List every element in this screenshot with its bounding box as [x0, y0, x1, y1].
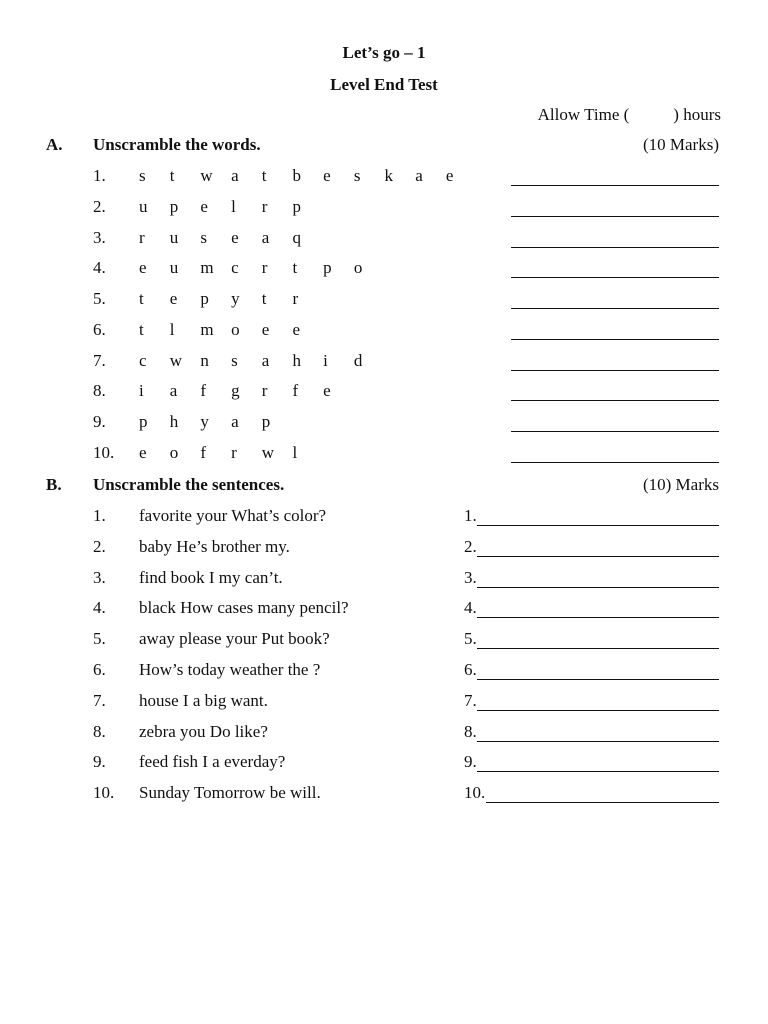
- answer-line[interactable]: [477, 741, 719, 742]
- answer-line[interactable]: [477, 556, 719, 557]
- scrambled-sentence: feed fish I a everday?: [139, 752, 286, 772]
- sentence-item: [0, 629, 768, 653]
- letter: b: [292, 166, 301, 185]
- allow-time: [538, 105, 721, 125]
- answer-line[interactable]: [477, 617, 719, 618]
- sentence-item: [0, 660, 768, 684]
- answer-line[interactable]: [477, 771, 719, 772]
- letter: e: [139, 258, 147, 278]
- word-item: [0, 289, 768, 313]
- letter: a: [261, 350, 270, 370]
- item-number: 1.: [93, 506, 106, 525]
- sentence-item: [0, 537, 768, 561]
- letter: t: [261, 289, 267, 308]
- item-number: 3.: [93, 227, 106, 247]
- answer-line[interactable]: [511, 370, 719, 371]
- answer-line[interactable]: [511, 185, 719, 186]
- sentence-item: [0, 722, 768, 746]
- scrambled-letters: [139, 351, 385, 371]
- letter: p: [292, 196, 301, 216]
- letter: w: [200, 166, 213, 185]
- sentence-item: [0, 691, 768, 715]
- item-number: 8.: [93, 381, 106, 401]
- scrambled-sentence: away please your Put book?: [139, 629, 330, 649]
- letter: e: [323, 381, 331, 401]
- letter: e: [261, 319, 270, 339]
- letter: e: [445, 166, 454, 185]
- item-number: 8.: [93, 721, 106, 741]
- letter: e: [231, 227, 239, 247]
- scrambled-sentence: house I a big want.: [139, 690, 268, 710]
- test-subtitle: Level End Test: [330, 75, 438, 94]
- letter: p: [261, 412, 271, 431]
- item-number: 2.: [93, 196, 106, 216]
- letter: i: [139, 381, 144, 401]
- section-a-letter: A.: [46, 135, 63, 154]
- scrambled-letters: [139, 381, 354, 401]
- letter: d: [353, 350, 363, 370]
- letter: a: [415, 166, 423, 185]
- item-number: 3.: [93, 567, 106, 587]
- scrambled-letters: [139, 228, 323, 248]
- item-number: 10.: [93, 783, 115, 803]
- letter: t: [139, 319, 144, 339]
- answer-line[interactable]: [511, 308, 719, 309]
- letter: s: [139, 166, 146, 185]
- allow-time-suffix: ) hours: [673, 105, 721, 124]
- section-b-marks: (10) Marks: [642, 475, 719, 494]
- letter: w: [169, 350, 182, 370]
- item-number: 4.: [93, 258, 106, 278]
- word-item: [0, 197, 768, 221]
- letter: c: [231, 258, 239, 278]
- letter: l: [169, 319, 175, 339]
- letter: r: [261, 196, 268, 216]
- item-number: 7.: [93, 690, 106, 710]
- letter: e: [292, 319, 300, 339]
- item-number: 9.: [93, 412, 106, 431]
- letter: p: [169, 196, 179, 216]
- section-a-title: Unscramble the words.: [93, 135, 261, 154]
- item-number: 5.: [93, 629, 106, 649]
- scrambled-letters: [139, 443, 323, 463]
- letter: u: [169, 227, 179, 247]
- letter: l: [292, 442, 298, 462]
- answer-line[interactable]: [486, 802, 719, 803]
- letter: i: [323, 350, 328, 370]
- word-item: [0, 258, 768, 282]
- letter: m: [200, 319, 214, 339]
- letter: y: [200, 412, 209, 431]
- sentence-item: [0, 506, 768, 530]
- letter: s: [231, 350, 238, 370]
- letter: o: [169, 442, 179, 462]
- scrambled-letters: [139, 166, 477, 186]
- item-number: 4.: [93, 598, 106, 618]
- answer-line[interactable]: [477, 679, 719, 680]
- letter: a: [231, 412, 239, 431]
- item-number: 5.: [93, 289, 106, 308]
- answer-line[interactable]: [511, 247, 719, 248]
- item-number: 9.: [93, 752, 106, 772]
- letter: f: [200, 442, 207, 462]
- letter: m: [200, 258, 214, 278]
- item-number: 1.: [93, 166, 106, 185]
- letter: h: [169, 412, 179, 431]
- allow-time-prefix: Allow Time (: [537, 105, 630, 124]
- word-item: [0, 381, 768, 405]
- sentence-item: [0, 783, 768, 807]
- answer-number: 1.: [464, 506, 477, 525]
- item-number: 2.: [93, 536, 106, 556]
- scrambled-sentence: zebra you Do like?: [139, 721, 268, 741]
- letter: s: [200, 227, 207, 247]
- letter: e: [323, 166, 331, 185]
- answer-number: 6.: [464, 660, 477, 679]
- answer-line[interactable]: [477, 710, 719, 711]
- answer-number: 8.: [464, 721, 477, 741]
- test-title: Let’s go – 1: [342, 43, 426, 62]
- letter: e: [169, 289, 178, 308]
- answer-number: 2.: [464, 536, 477, 556]
- answer-number: 9.: [464, 752, 477, 772]
- letter: n: [200, 350, 209, 370]
- section-a-marks: (10 Marks): [642, 135, 719, 154]
- answer-line[interactable]: [511, 400, 719, 401]
- answer-line[interactable]: [477, 587, 719, 588]
- scrambled-sentence: favorite your What’s color?: [139, 506, 327, 525]
- letter: w: [261, 442, 275, 462]
- letter: e: [139, 442, 147, 462]
- letter: c: [139, 350, 147, 370]
- letter: e: [200, 196, 208, 216]
- letter: o: [353, 258, 363, 278]
- answer-line[interactable]: [477, 525, 719, 526]
- answer-number: 4.: [464, 598, 477, 618]
- letter: f: [200, 381, 207, 401]
- scrambled-sentence: black How cases many pencil?: [139, 598, 349, 618]
- letter: a: [231, 166, 239, 185]
- scrambled-sentence: How’s today weather the ?: [139, 660, 321, 679]
- item-number: 6.: [93, 319, 106, 339]
- word-item: [0, 412, 768, 436]
- answer-line[interactable]: [511, 277, 719, 278]
- sentence-item: [0, 568, 768, 592]
- scrambled-sentence: find book I my can’t.: [139, 567, 283, 587]
- answer-number: 10.: [464, 783, 486, 803]
- item-number: 7.: [93, 350, 106, 370]
- letter: r: [261, 258, 268, 278]
- letter: g: [231, 381, 240, 401]
- word-item: [0, 228, 768, 252]
- letter: l: [231, 196, 236, 216]
- item-number: 10.: [93, 442, 115, 462]
- answer-line[interactable]: [511, 462, 719, 463]
- letter: p: [323, 258, 332, 278]
- section-b-title: Unscramble the sentences.: [93, 475, 285, 494]
- answer-line[interactable]: [477, 648, 719, 649]
- letter: u: [139, 196, 148, 216]
- scrambled-letters: [139, 320, 323, 340]
- sentence-item: [0, 598, 768, 622]
- letter: t: [139, 289, 144, 308]
- answer-number: 3.: [464, 567, 477, 587]
- answer-line[interactable]: [511, 431, 719, 432]
- letter: h: [292, 350, 301, 370]
- letter: r: [231, 442, 237, 462]
- letter: o: [231, 319, 240, 339]
- scrambled-letters: [139, 258, 385, 278]
- letter: a: [261, 227, 270, 247]
- letter: p: [139, 412, 148, 431]
- section-b-letter: B.: [46, 475, 62, 494]
- word-item: [0, 166, 768, 190]
- scrambled-letters: [139, 289, 323, 309]
- letter: t: [292, 258, 298, 278]
- answer-line[interactable]: [511, 216, 719, 217]
- item-number: 6.: [93, 660, 106, 679]
- answer-number: 7.: [464, 690, 477, 710]
- letter: r: [139, 227, 145, 247]
- letter: u: [169, 258, 179, 278]
- scrambled-sentence: baby He’s brother my.: [139, 536, 290, 556]
- letter: r: [292, 289, 299, 308]
- letter: f: [292, 381, 299, 401]
- answer-line[interactable]: [511, 339, 719, 340]
- letter: t: [261, 166, 267, 185]
- letter: y: [231, 289, 240, 308]
- letter: t: [169, 166, 175, 185]
- word-item: [0, 351, 768, 375]
- word-item: [0, 320, 768, 344]
- letter: s: [353, 166, 361, 185]
- letter: r: [261, 381, 268, 401]
- letter: q: [292, 227, 301, 247]
- scrambled-letters: [139, 412, 292, 432]
- sentence-item: [0, 752, 768, 776]
- answer-number: 5.: [464, 629, 477, 649]
- letter: k: [384, 166, 393, 185]
- scrambled-sentence: Sunday Tomorrow be will.: [139, 783, 321, 803]
- word-item: [0, 443, 768, 467]
- letter: a: [169, 381, 178, 401]
- letter: p: [200, 289, 209, 308]
- scrambled-letters: [139, 197, 323, 217]
